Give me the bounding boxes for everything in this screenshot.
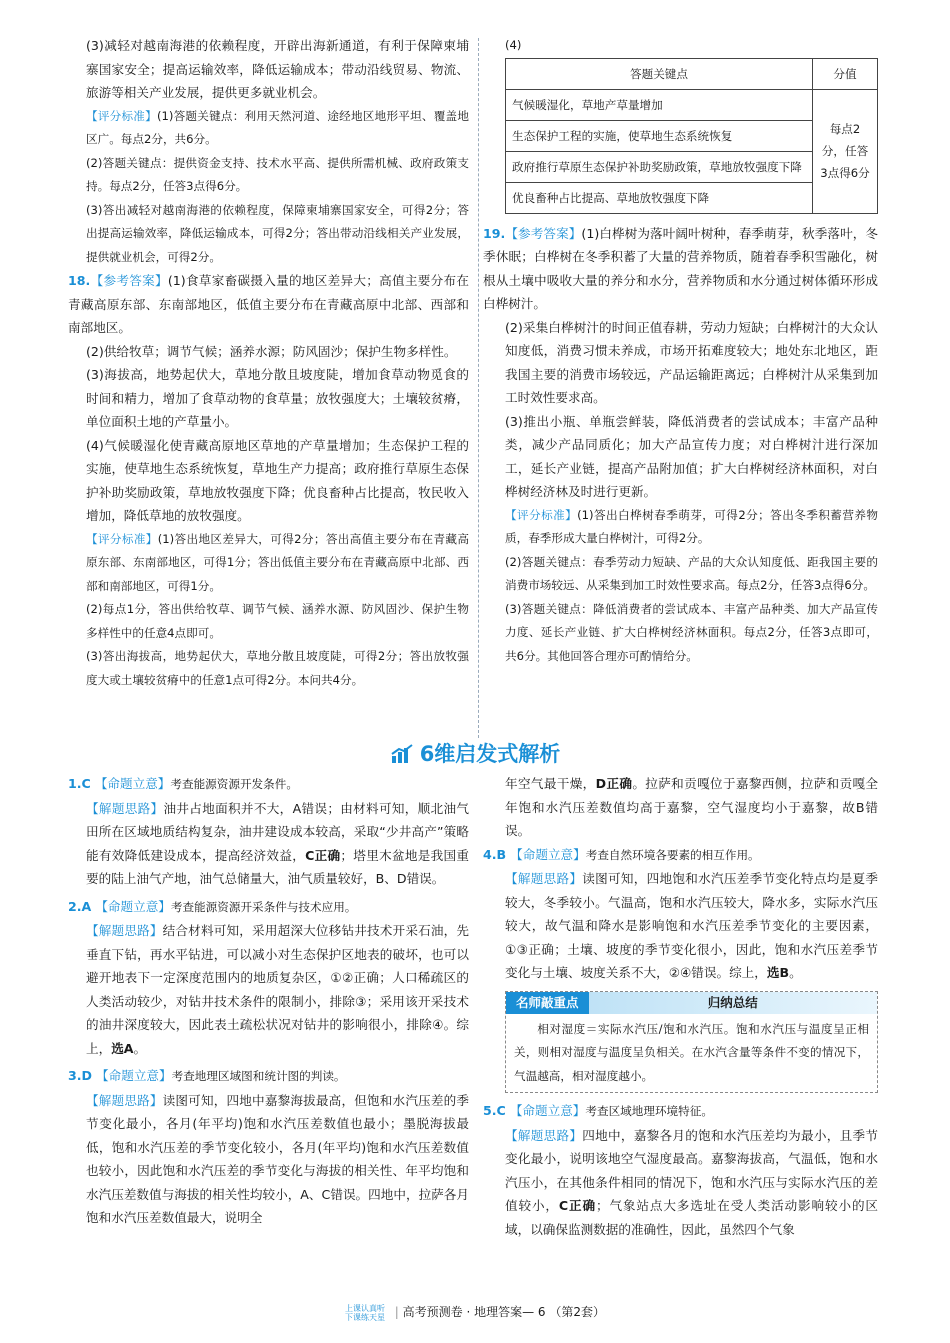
scoring-text: (1)答出地区差异大，可得2分；答出高值主要分布在青藏高原东部、东南部地区，可得1分；答出低值主要分布在青藏高原中北部、西部和南部地区，可得1分。 [86, 531, 469, 593]
correct-answer: 选A [111, 1040, 134, 1056]
solution-tag: 【解题思路】 [505, 1127, 583, 1143]
question-5-header [483, 1099, 878, 1124]
answer-text: (1)白桦树为落叶阔叶树种，春季萌芽，秋季落叶，冬季休眠；白桦树在冬季积蓄了大量的营养物质，随着春季积雪融化，树根从土壤中吸收大量的养分和水分，营养物质和水分通过树体循环形成白桦树汁。 [483, 225, 879, 311]
question-1-header [68, 772, 469, 797]
answer-tag: 【参考答案】 [90, 273, 168, 288]
scoring-table [505, 58, 878, 214]
footer-text: 高考预测卷 · 地理答案— 6 （第2套） [402, 1305, 606, 1319]
correct-answer: D正确 [595, 776, 633, 791]
solution-text: 年空气最干燥， [505, 776, 596, 791]
question-number: 19. [483, 225, 506, 241]
logo-line: 上课认真听 [344, 1303, 385, 1313]
scoring-tag: 【评分标准】 [86, 108, 157, 123]
question-number: 2.A [68, 898, 92, 914]
key-point-label: 名师敲重点 [506, 992, 589, 1014]
scoring-19-part1 [505, 504, 878, 551]
solution-text: 结合材料可知，采用超深大位移钻井技术开采石油，先垂直下钻，再水平钻进，可以减小对生态保护区地表的破坏，也可以避开地表下一定深度范围内的地质复杂区，①②正确；人口稀疏区的人类活动较少，对钻井技术条件的限制小，排除③；采用该开采技术的油井深度较大，因此表土疏松状况对钻井的影响很小，排除④。综上， [86, 923, 470, 1056]
question-18-answer [68, 269, 469, 340]
answer-19-part2: (2)采集白桦树汁的时间正值春耕，劳动力短缺；白桦树汁的大众认知度低，消费习惯未养成，市场开拓难度较大；地处东北地区，距我国主要的消费市场较远，产品运输距离远；白桦树汁从采集到加工时效性要求高。 [505, 319, 878, 405]
solution-tag: 【解题思路】 [86, 923, 163, 938]
table-header-score: 分值 [813, 58, 878, 89]
scoring-text: (1)答题关键点：利用天然河道、途经地区地形平坦、覆盖地区广。每点2分，共6分。 [86, 108, 469, 146]
intent-text: 考查自然环境各要素的相互作用。 [585, 847, 760, 862]
solution-text: 四地中，嘉黎各月的饱和水汽压差均为最小，且季节变化最小，说明该地空气湿度最高。嘉黎海拔高，气温低，饱和水汽压小，在其他条件相同的情况下，饱和水汽压与实际水汽压的差值较小， [505, 1127, 879, 1213]
answer-text: (1)食草家畜碳摄入量的地区差异大；高值主要分布在青藏高原东部、东南部地区，低值主要分布在青藏高原中北部、西部和南部地区。 [68, 273, 469, 335]
solution-text: ；气象站点大多选址在受人类活动影响较小的区域，以确保监测数据的准确性，因此，虽然四个气象 [505, 1198, 879, 1237]
table-row: 政府推行草原生态保护补助奖励政策，草地放牧强度下降 [506, 151, 813, 182]
intent-text: 考查地理区域图和统计图的判读。 [171, 1069, 346, 1083]
solution-text: 读图可知，四地饱和水汽压差季节变化特点均是夏季较大，冬季较小。气温高，饱和水汽压较大，降水多，实际水汽压较大，故气温和降水是影响饱和水汽压差季节变化的主要因素，①③正确；土壤、坡度的季节变化很小，因此，饱和水汽压差季节变化与土壤、坡度关系不大，②④错误。综上， [505, 871, 879, 980]
question-number: 18. [68, 273, 91, 288]
scoring-17-part3: (3)答出减轻对越南海港的依赖程度，保障柬埔寨国家安全，可得2分；答出提高运输效率，降低运输成本，可得2分；答出带动沿线相关产业发展，提供就业机会，可得2分。 [86, 202, 469, 264]
publisher-logo [345, 1304, 385, 1322]
key-point-header [506, 992, 877, 1014]
question-1-solution [86, 797, 469, 891]
answer-18-part2: (2)供给牧草；调节气候；涵养水源；防风固沙；保护生物多样性。 [86, 343, 457, 359]
key-point-subtitle: 归纳总结 [589, 992, 877, 1014]
table-row: 优良畜种占比提高、草地放牧强度下降 [506, 182, 813, 213]
question-number: 5.C [483, 1103, 506, 1118]
scoring-17-part1 [86, 105, 469, 152]
scoring-17-part2: (2)答题关键点：提供资金支持、技术水平高、提供所需机械、政府政策支持。每点2分，任答3点得6分。 [86, 155, 469, 193]
question-3-solution [86, 1089, 469, 1230]
table-row: 生态保护工程的实施，使草地生态系统恢复 [506, 120, 813, 151]
intent-tag: 【命题立意】 [509, 1103, 586, 1118]
scoring-19-part3: (3)答题关键点：降低消费者的尝试成本、丰富产品种类、加大产品宣传力度、延长产业链、扩大白桦树经济林面积。每点2分，任答3点即可，共6分。其他回答合理亦可酌情给分。 [505, 601, 878, 663]
solution-tag: 【解题思路】 [505, 871, 583, 886]
section-title [0, 738, 950, 769]
scoring-tag: 【评分标准】 [505, 507, 578, 522]
question-4-solution [505, 867, 878, 985]
intent-tag: 【命题立意】 [95, 898, 171, 914]
solution-text: 。 [133, 1040, 147, 1056]
bar-chart-icon [390, 744, 414, 769]
intent-text: 考查能源资源开发条件。 [170, 777, 298, 791]
solution-text: 。 [789, 965, 802, 980]
question-number: 3.D [68, 1068, 93, 1083]
scoring-text: (1)答出白桦树春季萌芽，可得2分；答出冬季积蓄营养物质，春季形成大量白桦树汁，可得2分。 [505, 507, 878, 545]
answer-19-part3: (3)推出小瓶、单瓶尝鲜装，降低消费者的尝试成本；丰富产品种类，减少产品同质化；加大产品宣传力度；对白桦树汁进行深加工，延长产业链，提高产品附加值；扩大白桦树经济林面积，对白桦树经济林及时进行更新。 [505, 413, 878, 499]
solution-text: 读图可知，四地中嘉黎海拔最高，但饱和水汽压差的季节变化最小，各月(年平均)饱和水汽压差数值也最小；墨脱海拔最低，饱和水汽压差的季节变化较小，各月(年平均)饱和水汽压差数值也较小，因此饱和水汽压差的季节变化与海拔的相关性、年平均饱和水汽压差数值与海拔的相关性均较小，A、C错误。四地中，拉萨各月饱和水汽压差数值最大，说明全 [86, 1092, 470, 1225]
answer-17-part3: (3)减轻对越南海港的依赖程度，开辟出海新通道，有利于保障柬埔寨国家安全；提高运输效率，降低运输成本；带动沿线贸易、物流、旅游等相关产业发展，提供更多就业机会。 [86, 38, 469, 100]
scoring-18-part2: (2)每点1分，答出供给牧草、调节气候、涵养水源、防风固沙、保护生物多样性中的任意4点即可。 [86, 602, 469, 640]
intent-tag: 【命题立意】 [94, 776, 171, 791]
solution-text: 油井占地面积并不大，A错误；由材料可知，顺北油气田所在区域地质结构复杂，油井建设成本较高，采取“少井高产”策略能有效降低建设成本，提高经济效益， [86, 800, 470, 863]
table-header-keypoint: 答题关键点 [506, 58, 813, 89]
intent-tag: 【命题立意】 [510, 846, 586, 862]
lower-left-column [68, 772, 470, 1230]
scoring-19-part2: (2)答题关键点：春季劳动力短缺、产品的大众认知度低、距我国主要的消费市场较远、从采集到加工时效性要求高。每点2分，任答3点得6分。 [505, 554, 878, 592]
scoring-18-part1 [86, 528, 469, 599]
question-number: 1.C [68, 776, 91, 791]
solution-text: ；塔里木盆地是我国重要的陆上油气产地，油气总储量大，油气质量较好，B、D错误。 [86, 847, 470, 886]
correct-answer: C正确 [558, 1198, 596, 1213]
correct-answer: C正确 [305, 847, 341, 863]
answer-18-part3: (3)海拔高，地势起伏大，草地分散且坡度陡，增加食草动物觅食的时间和精力，增加了食草动物的食草量；放牧强度大；土壤较贫瘠，单位面积土地的产草量小。 [86, 367, 469, 429]
scoring-tag: 【评分标准】 [86, 531, 158, 546]
lower-right-column [483, 772, 879, 1241]
question-3-solution-continued [505, 772, 878, 843]
table-score-cell: 每点2分，任答3点得6分 [813, 89, 878, 213]
answer-18-part4: (4)气候暖湿化使青藏高原地区草地的产草量增加；生态保护工程的实施，使草地生态系统恢复，草地生产力提高；政府推行草原生态保护补助奖励政策，草地放牧强度下降；优良畜种占比提高，牧民收入增加，降低草地的放牧强度。 [86, 437, 469, 523]
logo-line: 下课练天星 [344, 1312, 385, 1322]
upper-right-column [483, 34, 879, 668]
question-2-solution [86, 919, 469, 1060]
solution-text: 。拉萨和贡嘎位于嘉黎西侧，拉萨和贡嘎全年饱和水汽压差数值均高于嘉黎，空气湿度均小于嘉黎，故B错误。 [505, 776, 878, 838]
upper-left-column [68, 34, 469, 692]
column-divider [478, 38, 479, 738]
scoring-18-part3: (3)答出海拔高，地势起伏大，草地分散且坡度陡，可得2分；答出放牧强度大或土壤较贫瘠中的任意1点可得2分。本问共4分。 [86, 649, 469, 687]
page-footer [0, 1303, 950, 1322]
question-5-solution [505, 1124, 878, 1242]
solution-tag: 【解题思路】 [86, 800, 164, 816]
answer-tag: 【参考答案】 [505, 225, 582, 241]
intent-text: 考查区域地理环境特征。 [585, 1104, 713, 1118]
question-4-header [483, 843, 878, 868]
section-title-text: 6维启发式解析 [419, 742, 561, 766]
table-row: 气候暖湿化，草地产草量增加 [506, 89, 813, 120]
question-19-answer [483, 222, 878, 316]
key-point-text: 相对湿度＝实际水汽压/饱和水汽压。饱和水汽压与温度呈正相关，则相对湿度与温度呈负相关。在水汽含量等条件不变的情况下，气温越高，相对湿度越小。 [514, 1021, 869, 1083]
question-2-header [68, 895, 469, 920]
correct-answer: 选B [766, 965, 790, 980]
question-number: 4.B [483, 846, 507, 862]
key-point-box [505, 991, 878, 1094]
footer-divider: | [394, 1305, 399, 1319]
intent-tag: 【命题立意】 [96, 1068, 172, 1083]
solution-tag: 【解题思路】 [86, 1092, 163, 1108]
question-3-header [68, 1064, 469, 1089]
table-caption: (4) [505, 38, 522, 52]
intent-text: 考查能源资源开采条件与技术应用。 [170, 899, 357, 914]
